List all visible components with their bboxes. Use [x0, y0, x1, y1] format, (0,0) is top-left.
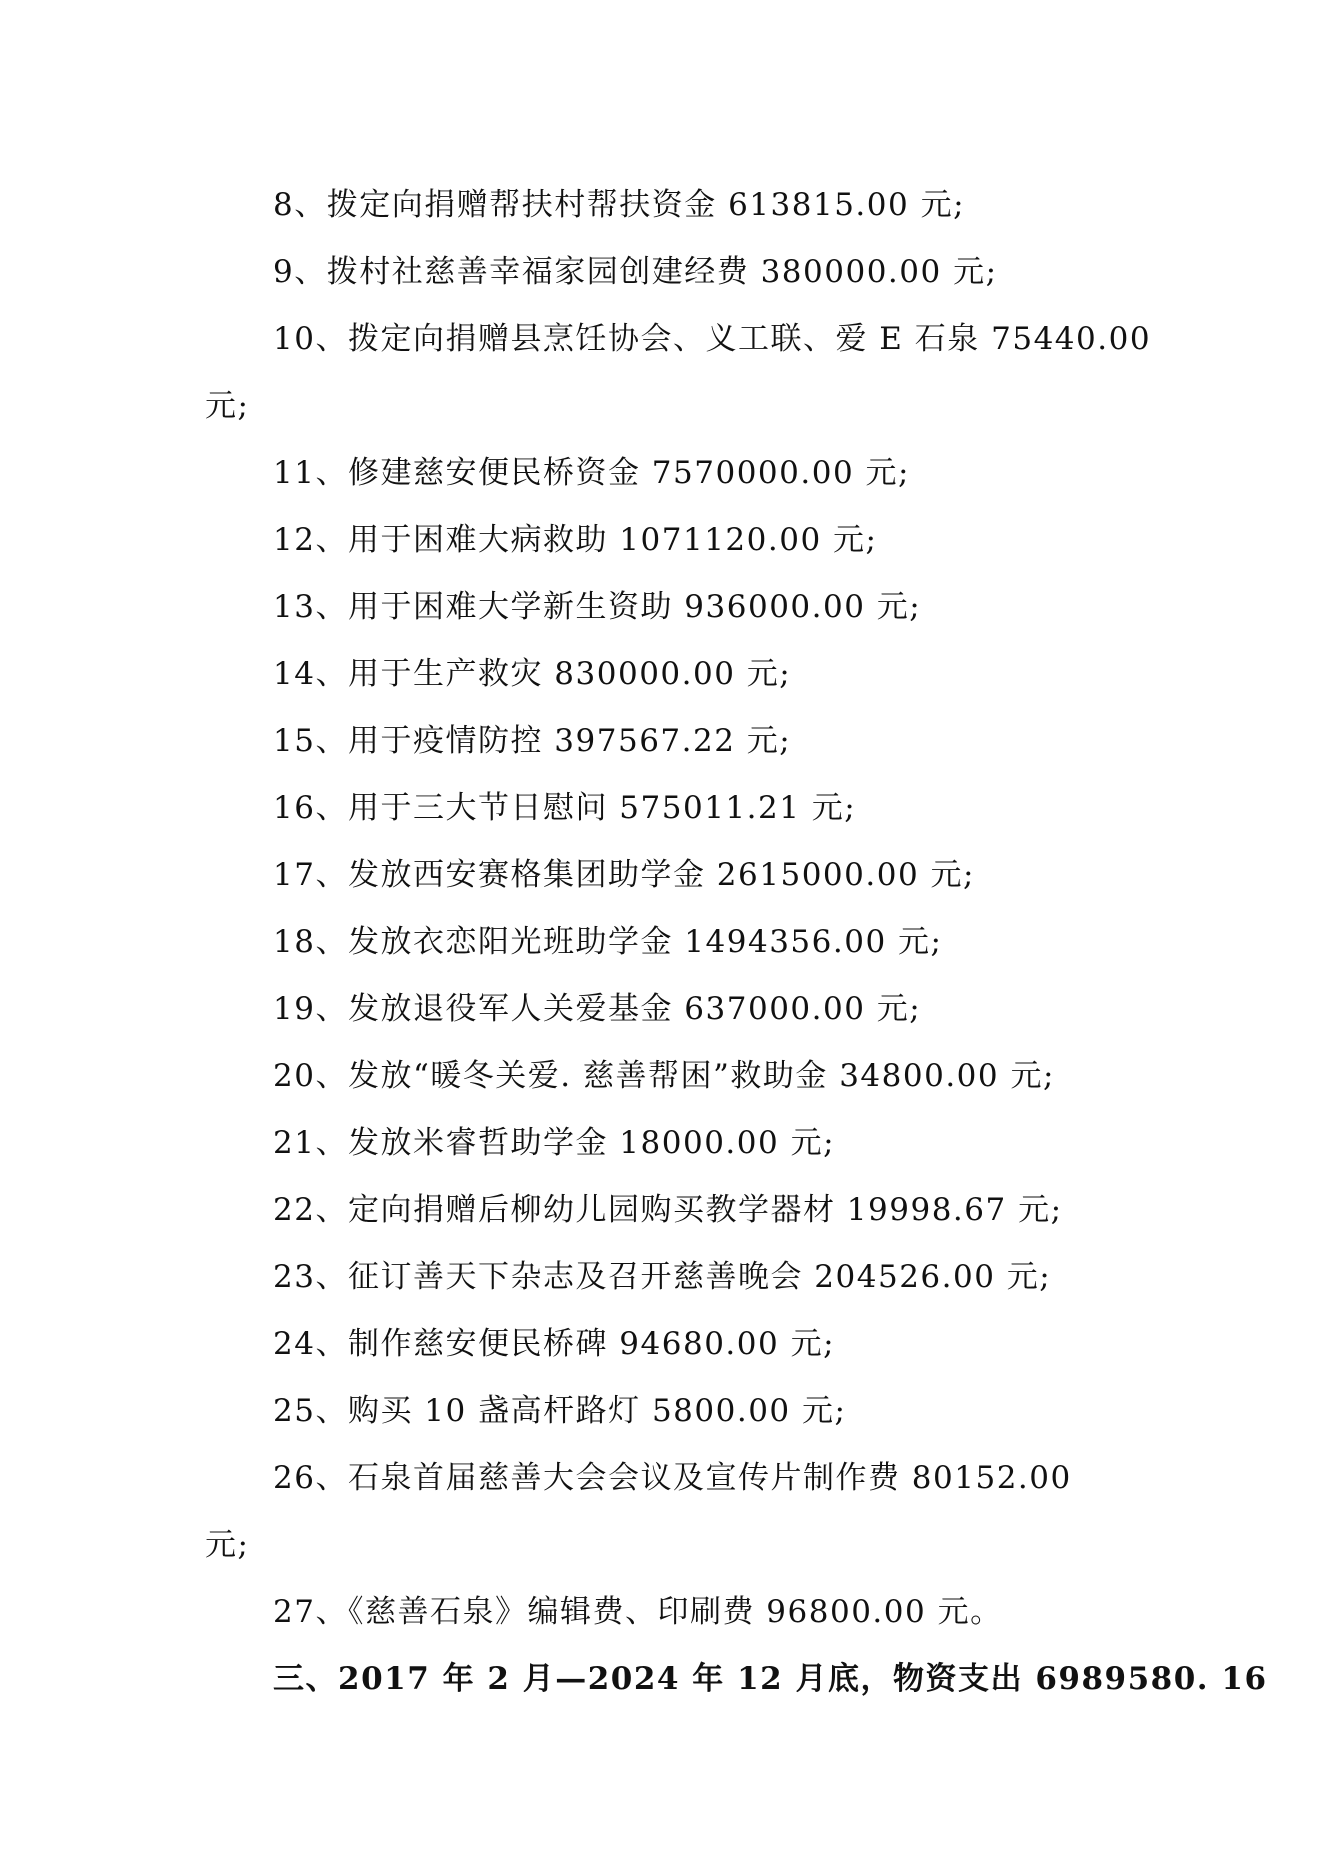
- list-item: 19、发放退役军人关爱基金 637000.00 元;: [273, 991, 922, 1027]
- list-item: 15、用于疫情防控 397567.22 元;: [273, 723, 792, 759]
- list-item: 14、用于生产救灾 830000.00 元;: [273, 656, 792, 692]
- list-item: 21、发放米睿哲助学金 18000.00 元;: [273, 1125, 836, 1161]
- list-item: 18、发放衣恋阳光班助学金 1494356.00 元;: [273, 924, 943, 960]
- list-item: 20、发放“暖冬关爱. 慈善帮困”救助金 34800.00 元;: [273, 1058, 1055, 1094]
- list-item-continuation: 元;: [205, 388, 250, 424]
- list-item: 9、拨村社慈善幸福家园创建经费 380000.00 元;: [273, 254, 998, 290]
- list-item: 26、石泉首届慈善大会会议及宣传片制作费 80152.00: [273, 1460, 1072, 1496]
- list-item: 24、制作慈安便民桥碑 94680.00 元;: [273, 1326, 836, 1362]
- list-item-continuation: 元;: [205, 1527, 250, 1563]
- section-heading: 三、2017 年 2 月—2024 年 12 月底，物资支出 6989580. 16: [273, 1661, 1268, 1697]
- list-item: 23、征订善天下杂志及召开慈善晚会 204526.00 元;: [273, 1259, 1052, 1295]
- list-item: 12、用于困难大病救助 1071120.00 元;: [273, 522, 878, 558]
- list-item: 10、拨定向捐赠县烹饪协会、义工联、爱 E 石泉 75440.00: [273, 321, 1152, 357]
- list-item: 8、拨定向捐赠帮扶村帮扶资金 613815.00 元;: [273, 187, 966, 223]
- list-item: 27、《慈善石泉》编辑费、印刷费 96800.00 元。: [273, 1594, 1003, 1630]
- list-item: 11、修建慈安便民桥资金 7570000.00 元;: [273, 455, 910, 491]
- list-item: 22、定向捐赠后柳幼儿园购买教学器材 19998.67 元;: [273, 1192, 1063, 1228]
- list-item: 17、发放西安赛格集团助学金 2615000.00 元;: [273, 857, 975, 893]
- list-item: 13、用于困难大学新生资助 936000.00 元;: [273, 589, 922, 625]
- list-item: 25、购买 10 盏高杆路灯 5800.00 元;: [273, 1393, 847, 1429]
- list-item: 16、用于三大节日慰问 575011.21 元;: [273, 790, 857, 826]
- document-body: [205, 172, 1268, 1713]
